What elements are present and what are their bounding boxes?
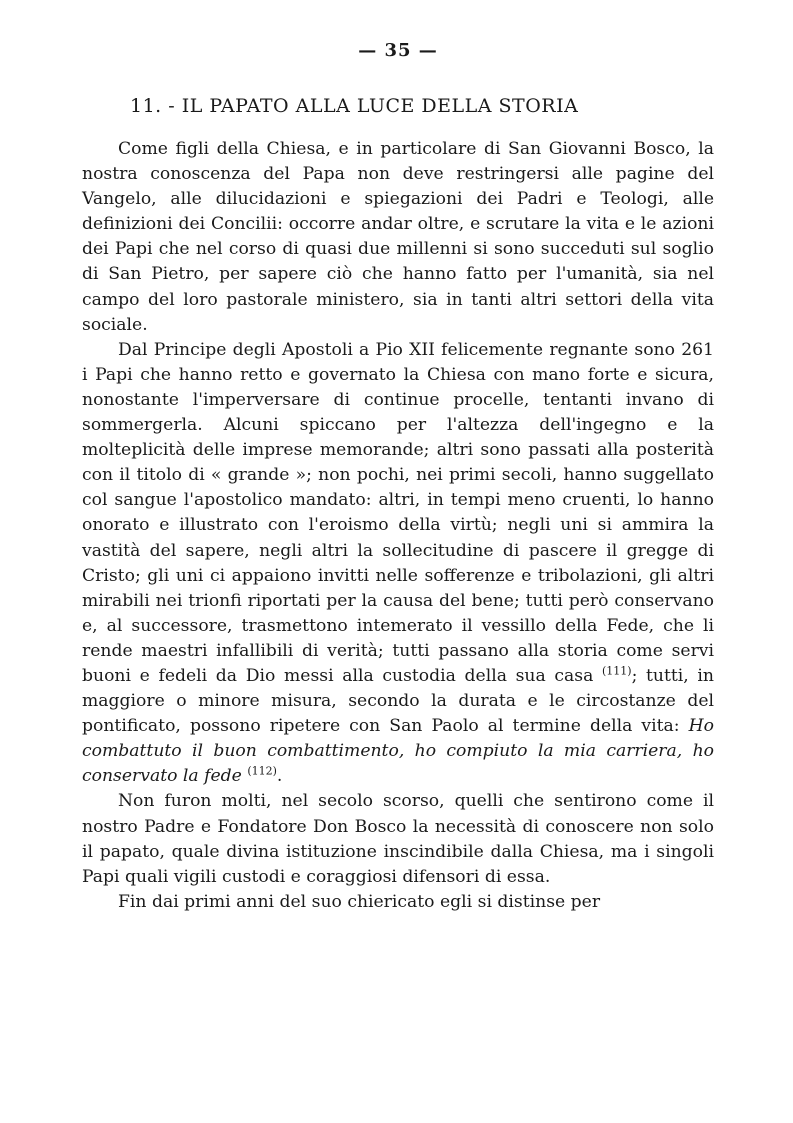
chapter-heading: 11. - IL PAPATO ALLA LUCE DELLA STORIA [130,95,579,117]
paragraph-2 [82,338,714,790]
paragraph-1: Come figli della Chiesa, e in particolare di San Giovanni Bosco, la nostra conoscenza del Papa non deve restringersi alle pagine del Vangelo, alle dilucidazioni e spiegazioni dei Padri e Teologi, alle definizioni dei Concilii: occorre andar oltre, e scrutare la vita e le azioni dei Papi che nel corso di quasi due millenni si sono succeduti sul soglio di San Pietro, per sapere ciò che hanno fatto per l'umanità, sia nel campo del loro pastorale ministero, sia in tanti altri settori della vita sociale. [82,139,714,335]
paragraph-2-text-c: . [276,766,283,787]
paragraph-4: Fin dai primi anni del suo chiericato egli si distinse per [118,891,601,912]
footnote-ref-111: (111) [601,664,632,678]
footnote-ref-112: (112) [247,764,277,778]
paragraph-2-text-b: ; tutti, in maggiore o minore misura, secondo la durata e le circostanze del pontificato, possono ripetere con San Paolo al termine della vita: [82,665,714,737]
pauline-quote: Ho combattuto il buon combattimento, ho compiuto la mia carriera, ho conservato la fede [82,716,714,787]
paragraph-3: Non furon molti, nel secolo scorso, quelli che sentirono come il nostro Padre e Fondatore Don Bosco la necessità di conoscere non solo il papato, quale divina istituzione inscindibile dalla Chiesa, ma i singoli Papi quali vigili custodi e coraggiosi difensori di essa. [82,791,714,887]
page-number: — 35 — [358,40,438,61]
book-page [82,40,714,915]
paragraph-2-text-a: Dal Principe degli Apostoli a Pio XII felicemente regnante sono 261 i Papi che hanno retto e governato la Chiesa con mano forte e sicura, nonostante l'imperversare di continue procelle, tentanti invano di sommergerla. Alcuni spiccano per l'altezza dell'ingegno e la molteplicità delle imprese memorande; altri sono passati alla posterità con il titolo di « grande »; non pochi, nei primi secoli, hanno suggellato col sangue l'apostolico mandato: altri, in tempi meno cruenti, lo hanno onorato e illustrato con l'eroismo della virtù; negli uni si ammira la vastità del sapere, negli altri la sollecitudine di pascere il gregge di Cristo; gli uni ci appaiono invitti nelle sofferenze e tribolazioni, gli altri mirabili nei trionfi riportati per la causa del bene; tutti però conservano e, al successore, trasmettono intemerato il vessillo della Fede, che li rende maestri infallibili di verità; tutti passano alla storia come servi buoni e fedeli da Dio messi alla custodia della sua casa [82,339,714,686]
